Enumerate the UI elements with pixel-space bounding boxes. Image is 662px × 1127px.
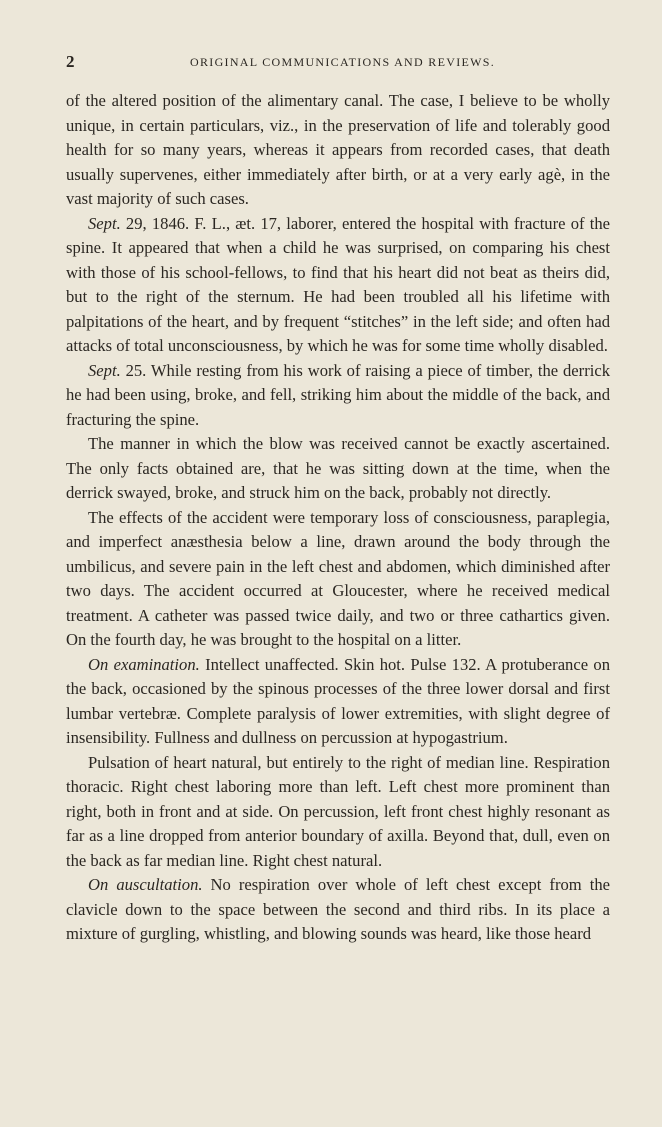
paragraph: On examination. Intellect unaffected. Skin hot. Pulse 132. A protuberance on the back, occasioned by the spinous processes of the three lower dorsal and first lumbar vertebræ. Complete paralysis of lower extremities, with slight degree of insensibility. Fullness and dullness on percussion at hypogastrium. — [66, 654, 610, 747]
paragraph: The effects of the accident were temporary loss of consciousness, paraplegia, and imperfect anæsthesia below a line, drawn around the body through the umbilicus, and severe pain in the left chest and abdomen, which diminished after two days. The accident occurred at Gloucester, where he received medical treatment. A catheter was passed twice daily, and two or three cathartics given. On the fourth day, he was brought to the hospital on a litter. — [66, 507, 610, 649]
paragraph: On auscultation. No respiration over whole of left chest except from the clavicle down to the space between the second and third ribs. In its place a mixture of gurgling, whistling, and blowing sounds was heard, like those heard — [66, 875, 610, 943]
running-title: ORIGINAL COMMUNICATIONS AND REVIEWS. — [190, 55, 496, 69]
running-head — [66, 52, 626, 74]
body-text — [66, 89, 610, 947]
paragraph-lead: On examination. — [88, 654, 200, 674]
paragraph: of the altered position of the alimentary canal. The case, I believe to be wholly unique, in certain particulars, viz., in the preservation of life and tolerably good health for so many years, whereas it appears from recorded cases, that death usually supervenes, either immediately after birth, or at a very early agè, in the vast majority of such cases. — [66, 91, 610, 208]
paragraph: Sept. 25. While resting from his work of raising a piece of timber, the derrick he had been using, broke, and fell, striking him about the middle of the back, and fracturing the spine. — [66, 360, 610, 429]
paragraph-lead: On auscultation. — [88, 875, 203, 894]
paragraph: Pulsation of heart natural, but entirely to the right of median line. Respiration thoracic. Right chest laboring more than left. Left chest more prominent than right, both in front and at side. On percussion, left front chest highly resonant as far as a line dropped from anterior boundary of axilla. Beyond that, dull, even on the back as far median line. Right chest natural. — [66, 752, 610, 870]
page-number: 2 — [66, 52, 75, 71]
paragraph: Sept. 29, 1846. F. L., æt. 17, laborer, entered the hospital with fracture of the spine. It appeared that when a child he was surprised, on comparing his chest with those of his school-fellows, to find that his heart did not beat as theirs did, but to the right of the sternum. He had been troubled all his lifetime with palpitations of the heart, and by frequent “stitches” in the left side; and often had attacks of total unconsciousness, by which he was for some time wholly disabled. — [66, 213, 610, 355]
paragraph-lead: Sept. — [88, 213, 121, 233]
paragraph-lead: Sept. — [88, 360, 121, 380]
paragraph: The manner in which the blow was received cannot be exactly ascertained. The only facts obtained are, that he was sitting down at the time, when the derrick swayed, broke, and struck him on the back, probably not directly. — [66, 434, 610, 502]
